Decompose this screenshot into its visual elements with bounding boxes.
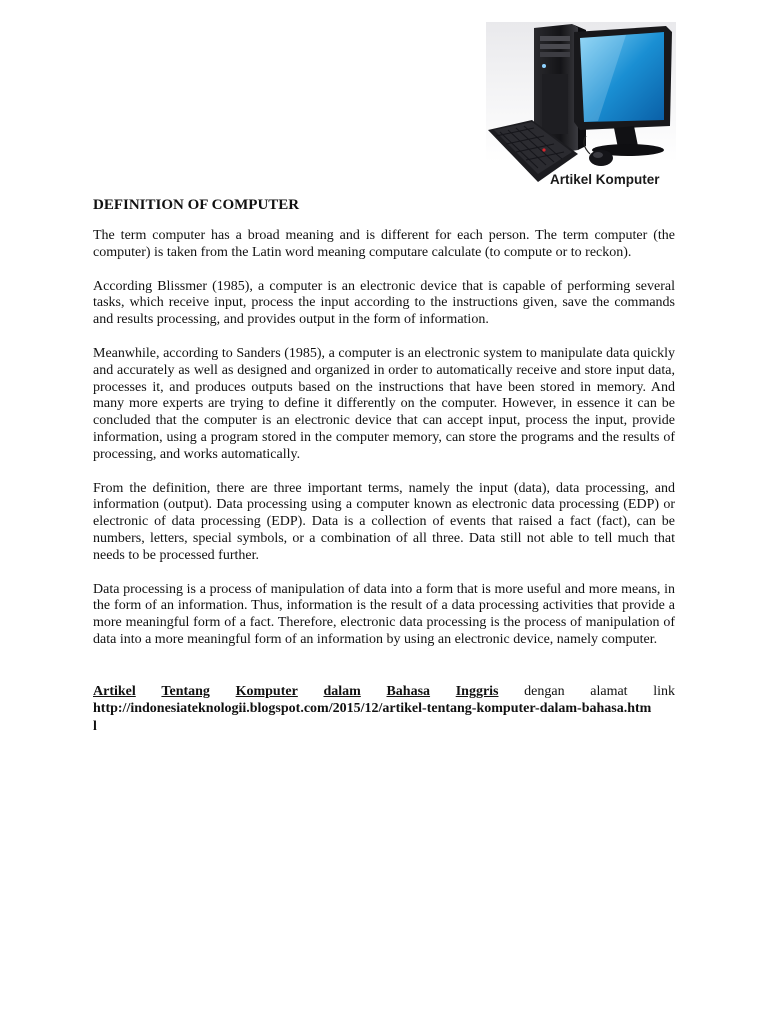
article-body [93, 196, 675, 735]
paragraph: Meanwhile, according to Sanders (1985), a computer is an electronic system to manipulate data quickly and accurately as well as designed and organized in order to automatically receive and store input data, processes it, and produces outputs based on the instructions that have been stored in memory. And many more experts are trying to define it differently on the computer. However, in essence it can be concluded that the computer is an electronic device that can accept input, process the input, provide information, using a program stored in the computer memory, can store the programs and the results of processing, and works automatically. [93, 345, 675, 462]
source-url[interactable]: http://indonesiateknologii.blogspot.com/2015/12/artikel-tentang-komputer-dalam-bahasa.html [93, 701, 652, 734]
paragraph: Data processing is a process of manipulation of data into a form that is more useful and more means, in the form of an information. Thus, information is the result of a data processing activities that provide a more meaningful form of a fact. Therefore, electronic data processing is the process of manipulation of data into a more meaningful form of an information by using an electronic device, namely computer. [93, 581, 675, 647]
paragraph: The term computer has a broad meaning and is different for each person. The term computer (the computer) is taken from the Latin word meaning computare calculate (to compute or to reckon). [93, 228, 675, 260]
article-link-word[interactable]: Tentang [161, 683, 210, 699]
document-title: DEFINITION OF COMPUTER [93, 197, 300, 213]
source-note-word: link [653, 683, 675, 699]
paragraph: From the definition, there are three important terms, namely the input (data), data processing, and information (output). Data processing using a computer known as electronic data processing (EDP) or electronic of data processing (EDP). Data is a collection of events that raised a fact (fact), can be numbers, letters, special symbols, or a combination of all three. Data still not able to tell much that needs to be processed further. [93, 480, 675, 563]
computer-illustration [486, 22, 676, 192]
figure-caption: Artikel Komputer [550, 172, 660, 187]
article-header-image [486, 22, 676, 192]
article-link-word[interactable]: Bahasa [386, 683, 431, 699]
source-note-word: dengan [524, 683, 565, 699]
article-link-word[interactable]: Artikel [93, 683, 136, 699]
source-note [93, 683, 675, 736]
article-link-word[interactable]: Inggris [455, 683, 499, 699]
article-link-word[interactable]: Komputer [235, 683, 298, 699]
paragraph: According Blissmer (1985), a computer is an electronic device that is capable of performing several tasks, which receive input, process the input according to the instructions given, save the commands and results processing, and provides output in the form of information. [93, 278, 675, 328]
source-note-line [93, 683, 675, 701]
article-link-word[interactable]: dalam [323, 683, 361, 699]
source-note-word: alamat [590, 683, 628, 699]
